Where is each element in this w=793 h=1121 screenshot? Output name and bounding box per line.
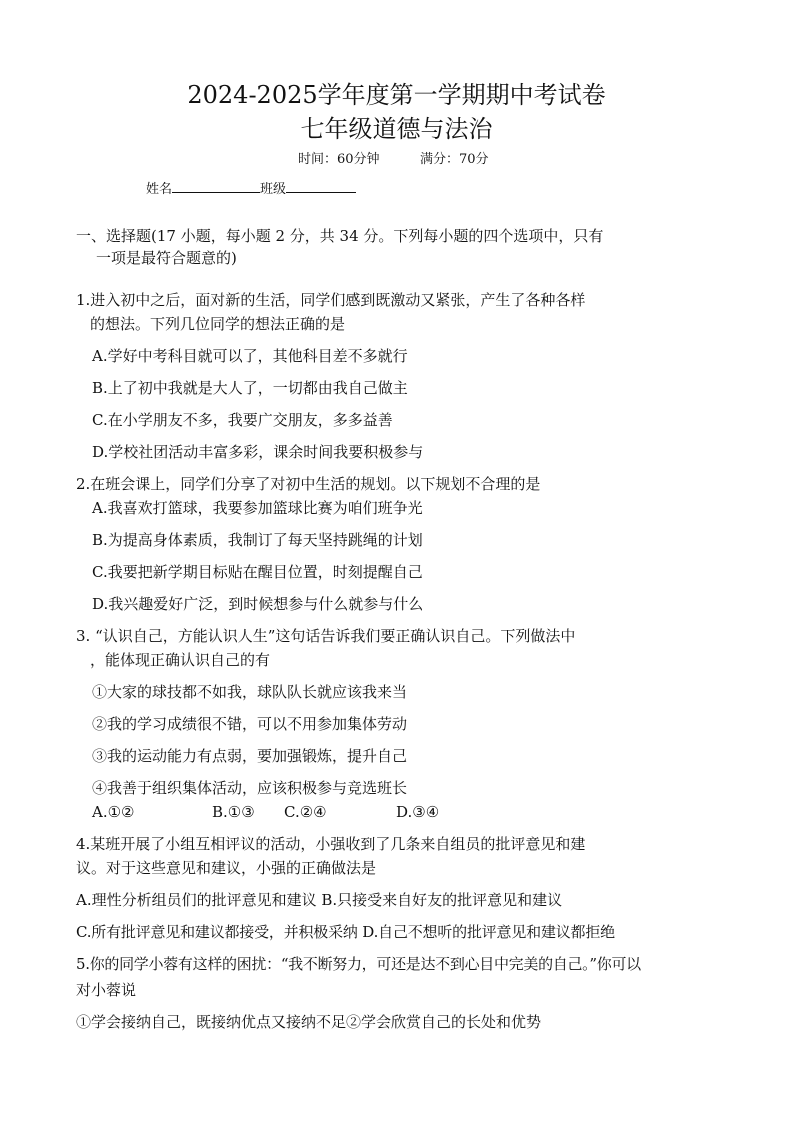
question-3-statement-1: ①大家的球技都不如我，球队队长就应该我来当 (92, 683, 408, 701)
question-2-option-b[interactable]: B.为提高身体素质，我制订了每天坚持跳绳的计划 (92, 531, 423, 549)
question-3-stem-cont: ，能体现正确认识自己的有 (90, 651, 271, 669)
question-1-option-a[interactable]: A.学好中考科目就可以了，其他科目差不多就行 (92, 347, 408, 365)
time-limit: 时间：60分钟 (298, 152, 380, 167)
question-2-stem: 2.在班会课上，同学们分享了对初中生活的规划。以下规划不合理的是 (76, 475, 541, 493)
question-3-statement-3: ③我的运动能力有点弱，要加强锻炼，提升自己 (92, 747, 408, 765)
class-blank[interactable] (286, 178, 356, 193)
question-3-option-c[interactable]: C.②④ (284, 803, 327, 821)
question-1-option-b[interactable]: B.上了初中我就是大人了，一切都由我自己做主 (92, 379, 408, 397)
exam-subject: 七年级道德与法治 (300, 115, 493, 143)
question-1-stem: 1.进入初中之后，面对新的生活，同学们感到既激动又紧张，产生了各种各样 (76, 291, 586, 309)
name-blank[interactable] (172, 178, 260, 193)
question-2-option-a[interactable]: A.我喜欢打篮球，我要参加篮球比赛为咱们班争光 (92, 499, 423, 517)
question-1-stem-cont: 的想法。下列几位同学的想法正确的是 (90, 315, 346, 333)
name-label: 姓名 (146, 182, 173, 197)
question-4-stem-cont: 议。对于这些意见和建议，小强的正确做法是 (76, 859, 377, 877)
question-3-option-d[interactable]: D.③④ (396, 803, 440, 821)
question-1-option-c[interactable]: C.在小学朋友不多，我要广交朋友，多多益善 (92, 411, 393, 429)
question-4-stem: 4.某班开展了小组互相评议的活动，小强收到了几条来自组员的批评意见和建 (76, 835, 586, 853)
question-4-options-row-1[interactable]: A.理性分析组员们的批评意见和建议 B.只接受来自好友的批评意见和建议 (76, 891, 563, 909)
question-3-option-b[interactable]: B.①③ (212, 803, 255, 821)
question-3-option-a[interactable]: A.①② (92, 803, 135, 821)
student-info-line (146, 178, 356, 200)
question-5-stem: 5.你的同学小蓉有这样的困扰：“我不断努力，可还是达不到心目中完美的自己。”你可以 (76, 955, 641, 973)
class-label: 班级 (260, 182, 287, 197)
question-2-option-d[interactable]: D.我兴趣爱好广泛，到时候想参与什么就参与什么 (92, 595, 424, 613)
question-2-option-c[interactable]: C.我要把新学期目标贴在醒目位置，时刻提醒自己 (92, 563, 423, 581)
question-5-statements: ①学会接纳自己，既接纳优点又接纳不足②学会欣赏自己的长处和优势 (76, 1013, 542, 1031)
question-4-options-row-2[interactable]: C.所有批评意见和建议都接受，并积极采纳 D.自己不想听的批评意见和建议都拒绝 (76, 923, 615, 941)
section-heading: 一、选择题(17 小题，每小题 2 分，共 34 分。下列每小题的四个选项中，只有 (76, 227, 604, 245)
question-3-statement-2: ②我的学习成绩很不错，可以不用参加集体劳动 (92, 715, 408, 733)
question-3-statement-4: ④我善于组织集体活动，应该积极参与竞选班长 (92, 779, 408, 797)
section-heading-cont: 一项是最符合题意的) (96, 249, 237, 267)
full-score: 满分：70分 (420, 152, 489, 167)
question-5-stem-cont: 对小蓉说 (76, 981, 137, 999)
question-3-stem: 3. “认识自己，方能认识人生”这句话告诉我们要正确认识自己。下列做法中 (76, 627, 576, 645)
exam-title: 2024-2025学年度第一学期期中考试卷 (187, 81, 606, 109)
question-1-option-d[interactable]: D.学校社团活动丰富多彩，课余时间我要积极参与 (92, 443, 424, 461)
